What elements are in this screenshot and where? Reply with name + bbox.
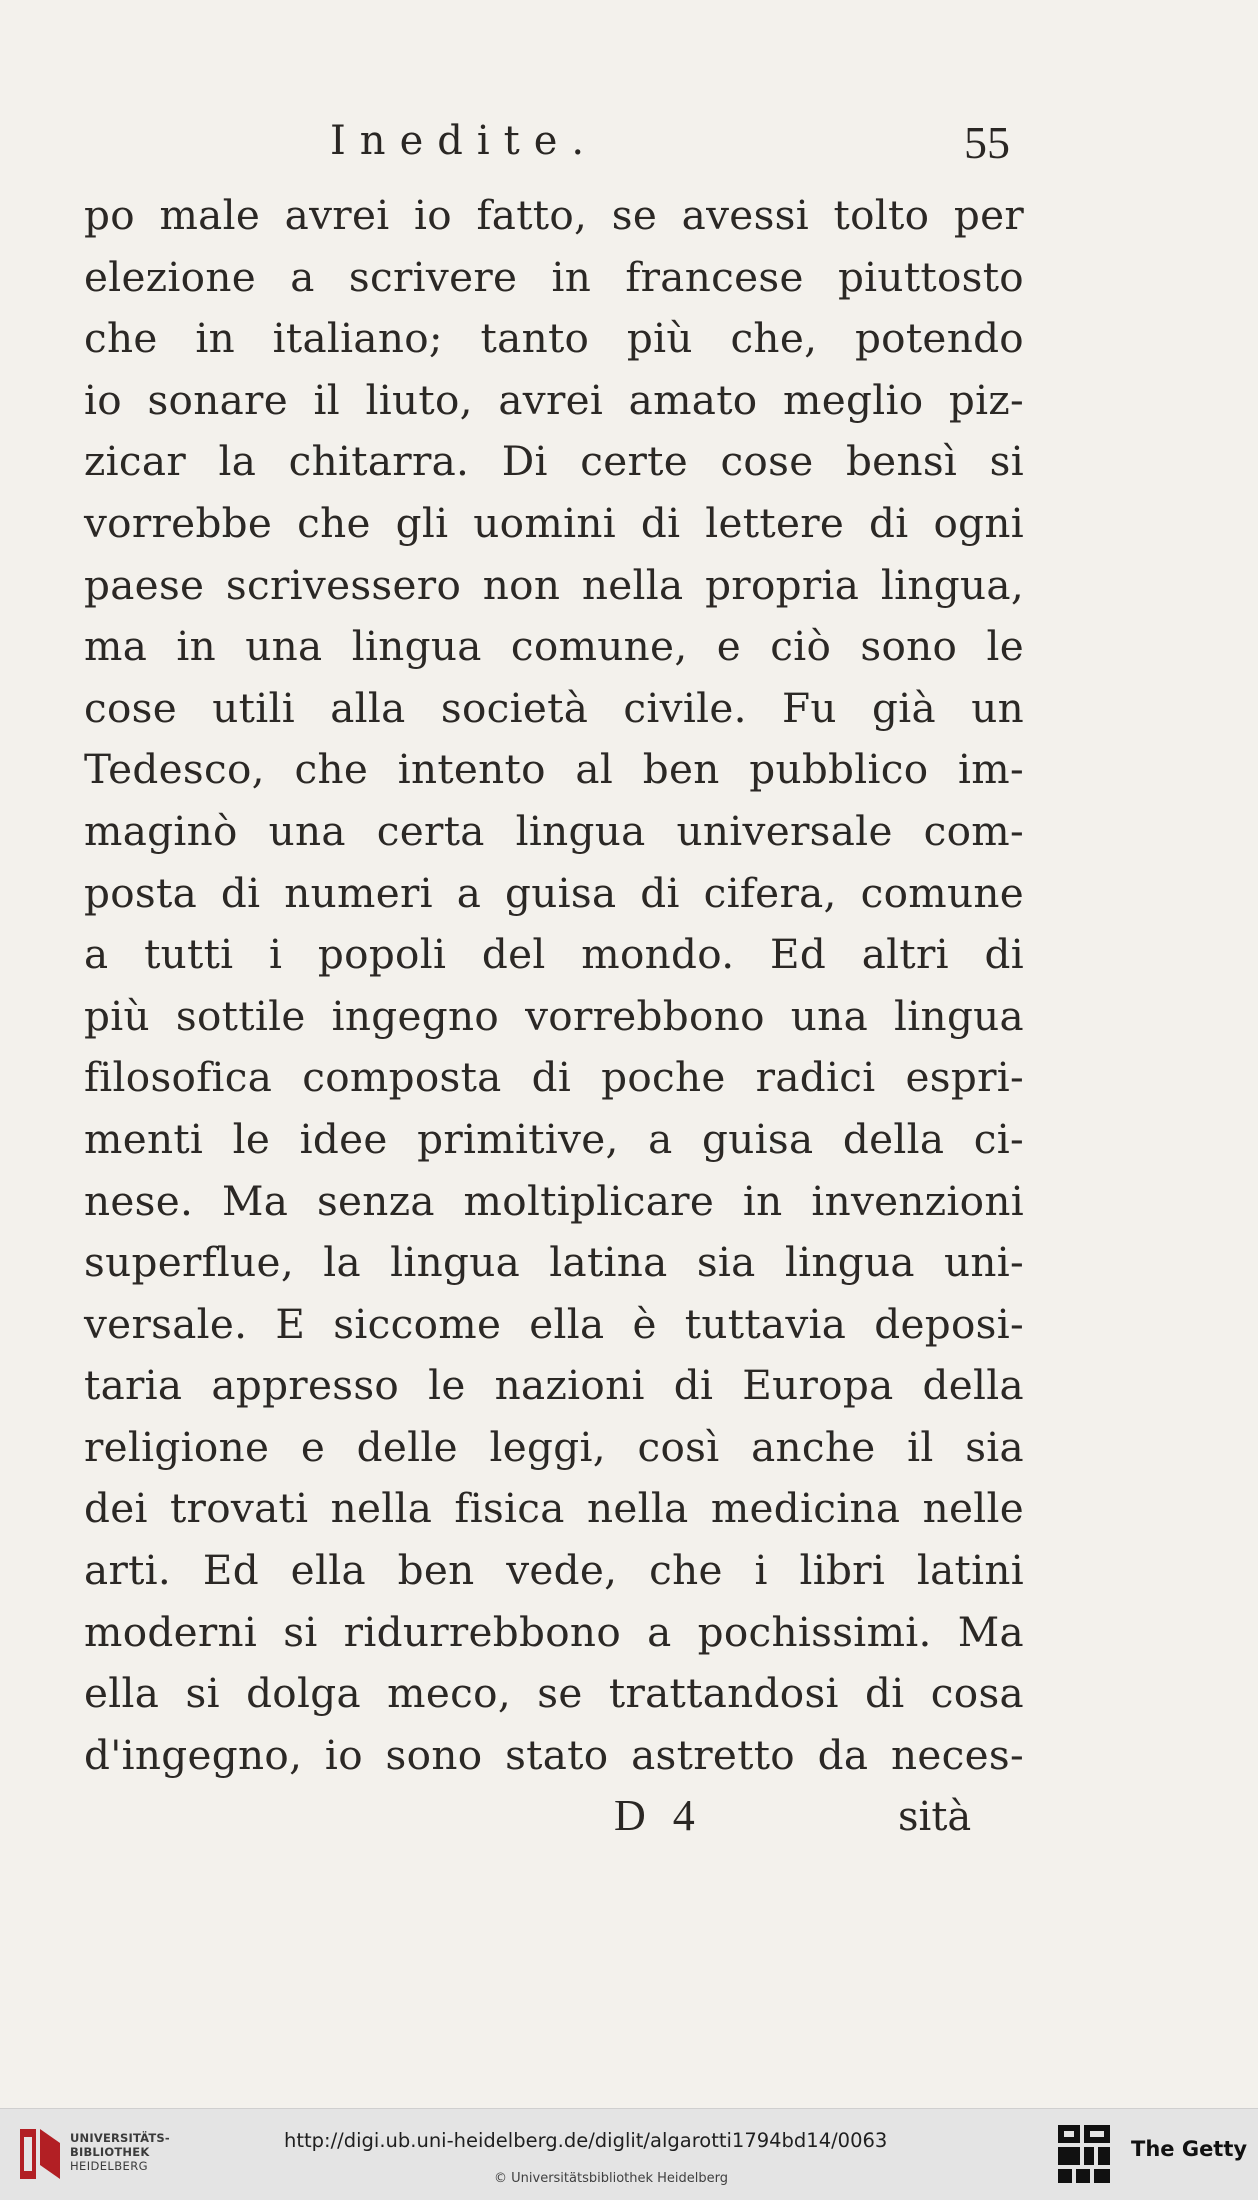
text-line: posta di numeri a guisa di cifera, comune: [84, 868, 1024, 917]
text-line: d'ingegno, io sono stato astretto da neces-: [84, 1730, 1024, 1779]
text-line: zicar la chitarra. Di certe cose bensì si: [84, 437, 1024, 486]
text-line: paese scrivessero non nella propria lingua,: [84, 560, 1024, 609]
university-library-logo-icon: [16, 2123, 64, 2185]
getty-logo-icon: [1056, 2123, 1112, 2185]
text-line: che in italiano; tanto più che, potendo: [84, 314, 1024, 363]
text-line: vorrebbe che gli uomini di lettere di ogni: [84, 498, 1024, 547]
text-line: religione e delle leggi, così anche il sia: [84, 1422, 1024, 1471]
permalink-url[interactable]: http://digi.ub.uni-heidelberg.de/diglit/algarotti1794bd14/0063: [284, 2129, 888, 2152]
text-line: io sonare il liuto, avrei amato meglio piz-: [84, 375, 1024, 424]
text-line: dei trovati nella fisica nella medicina nelle: [84, 1484, 1024, 1533]
text-line: ella si dolga meco, se trattandosi di cosa: [84, 1669, 1024, 1718]
text-line: superflue, la lingua latina sia lingua uni-: [84, 1238, 1024, 1287]
text-line: ma in una lingua comune, e ciò sono le: [84, 622, 1024, 671]
university-library-logo-text: UNIVERSITÄTS- BIBLIOTHEK HEIDELBERG: [70, 2131, 170, 2173]
text-line: arti. Ed ella ben vede, che i libri latini: [84, 1546, 1024, 1595]
text-line: nese. Ma senza moltiplicare in invenzioni: [84, 1176, 1024, 1225]
page-number: 55: [964, 117, 1010, 168]
text-line: taria appresso le nazioni di Europa della: [84, 1361, 1024, 1410]
text-line: po male avrei io fatto, se avessi tolto per: [84, 191, 1024, 239]
text-line: elezione a scrivere in francese piuttosto: [84, 252, 1024, 301]
text-line: versale. E siccome ella è tuttavia deposi-: [84, 1299, 1024, 1348]
signature-mark: D 4: [614, 1791, 703, 1840]
catchword: sità: [898, 1794, 972, 1840]
body-text: [84, 185, 1024, 1786]
footer-bar: [0, 2108, 1258, 2200]
text-line: più sottile ingegno vorrebbono una lingua: [84, 991, 1024, 1040]
text-line: a tutti i popoli del mondo. Ed altri di: [84, 930, 1024, 979]
text-line: maginò una certa lingua universale com-: [84, 806, 1024, 855]
text-line: filosofica composta di poche radici espri-: [84, 1053, 1024, 1102]
text-line: menti le idee primitive, a guisa della ci-: [84, 1114, 1024, 1163]
running-head: Inedite.: [330, 118, 599, 164]
text-line: cose utili alla società civile. Fu già un: [84, 683, 1024, 732]
text-line: Tedesco, che intento al ben pubblico im-: [84, 745, 1024, 794]
text-line: moderni si ridurrebbono a pochissimi. Ma: [84, 1607, 1024, 1656]
getty-partner-label: The Getty: [1131, 2137, 1248, 2161]
copyright-notice: © Universitätsbibliothek Heidelberg: [494, 2171, 729, 2186]
